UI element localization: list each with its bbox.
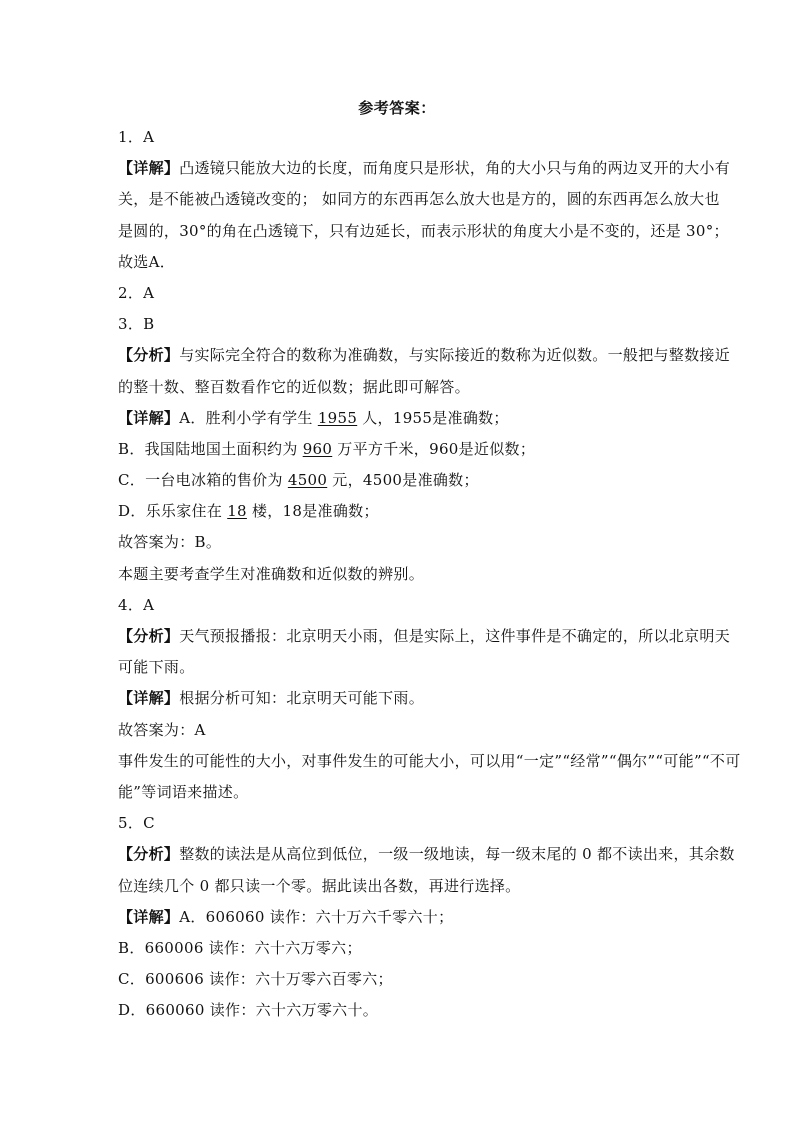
analysis-tag: 【分析】: [118, 346, 180, 365]
q1-detail-line-1: [118, 153, 731, 184]
q3-analysis-line-1: [118, 340, 731, 371]
q3-option-d-pre: D．乐乐家住在: [118, 502, 228, 521]
q3-option-c-post: 元，4500是准确数；: [327, 471, 479, 490]
q3-option-d-post: 楼，18是准确数；: [246, 502, 379, 521]
detail-tag: 【详解】: [118, 408, 180, 427]
analysis-tag: 【分析】: [118, 845, 180, 864]
q4-note-line-2: 能”等词语来描述。: [118, 782, 249, 801]
q5-analysis-line-1: [118, 839, 735, 870]
q3-analysis-line-2: 的整十数、整百数看作它的近似数；据此即可解答。: [118, 377, 470, 396]
q5-option-a-text: A．606060 读作：六十万六千零六十；: [179, 907, 454, 926]
q3-option-c-number: 4500: [287, 471, 328, 490]
q1-answer: 1．A: [118, 128, 155, 146]
q3-option-a-pre: A．胜利小学有学生: [179, 408, 318, 427]
q4-detail-line-1: [118, 683, 678, 714]
q4-analysis-line-2: 可能下雨。: [118, 658, 195, 677]
q4-analysis-text-1: 天气预报播报：北京明天小雨，但是实际上，这件事件是不确定的，所以北京明天: [179, 627, 731, 645]
q4-analysis-line-1: [118, 621, 731, 652]
q3-option-a-number: 1955: [317, 408, 358, 427]
q3-analysis-text-1: 与实际完全符合的数称为准确数，与实际接近的数称为近似数。一般把与整数接近: [179, 346, 731, 365]
q3-option-c: [118, 465, 678, 496]
q3-option-b-pre: B．我国陆地国土面积约为: [118, 439, 303, 458]
q4-detail-text-1: 根据分析可知：北京明天可能下雨。: [179, 689, 425, 708]
q1-detail-line-4: 故选A．: [118, 252, 176, 271]
q3-option-b: [118, 434, 678, 465]
q3-option-a: [118, 403, 678, 434]
q5-option-d: D．660060 读作：六十六万零六十。: [118, 1001, 379, 1020]
q4-answer: 4．A: [118, 595, 155, 614]
q3-note: 本题主要考查学生对准确数和近似数的辨别。: [118, 564, 425, 583]
q5-option-a: [118, 902, 678, 933]
q3-option-b-post: 万平方千米，960是近似数；: [332, 439, 536, 458]
q3-option-d: [118, 496, 678, 527]
q1-detail-line-2: 关，是不能被凸透镜改变的； 如同方的东西再怎么放大也是方的，圆的东西再怎么放大也: [118, 190, 720, 209]
analysis-tag: 【分析】: [118, 627, 180, 645]
q4-final-answer: 故答案为：A: [118, 720, 206, 739]
q3-answer: 3．B: [118, 315, 155, 334]
q4-note-line-1: 事件发生的可能性的大小，对事件发生的可能大小，可以用“一定”“经常”“偶尔”“可能”“不可: [118, 751, 741, 770]
detail-tag: 【详解】: [118, 907, 180, 926]
q5-analysis-line-2: 位连续几个 0 都只读一个零。据此读出各数，再进行选择。: [118, 876, 521, 895]
q3-final-answer: 故答案为：B。: [118, 533, 222, 552]
page-title: 参考答案：: [358, 99, 436, 117]
answer-body: [118, 122, 741, 1026]
q1-detail-line-3: 是圆的，30°的角在凸透镜下，只有边延长，而表示形状的角度大小是不变的，还是 30°；: [118, 221, 729, 240]
q2-answer: 2．A: [118, 283, 155, 302]
q3-option-a-post: 人，1955是准确数；: [357, 408, 509, 427]
q5-option-c: C．600606 读作：六十万零六百零六；: [118, 970, 393, 989]
q1-detail-text-1: 凸透镜只能放大边的长度，而角度只是形状，角的大小只与角的两边叉开的大小有: [179, 159, 731, 178]
q3-option-b-number: 960: [302, 439, 333, 458]
q5-option-b: B．660006 读作：六十六万零六；: [118, 938, 362, 957]
detail-tag: 【详解】: [118, 689, 180, 708]
detail-tag: 【详解】: [118, 159, 180, 178]
q3-option-c-pre: C．一台电冰箱的售价为: [118, 471, 288, 490]
q5-analysis-text-1: 整数的读法是从高位到低位，一级一级地读，每一级末尾的 0 都不读出来，其余数: [179, 845, 735, 864]
q5-answer: 5．C: [118, 814, 155, 833]
q3-option-d-number: 18: [227, 502, 247, 521]
